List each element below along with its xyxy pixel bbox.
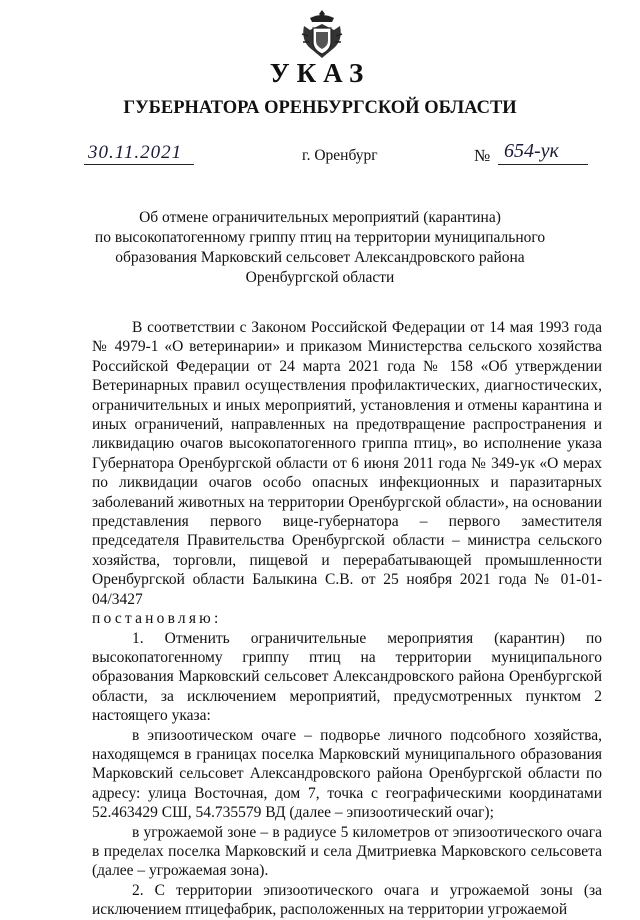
heading-line: Оренбургской области	[245, 269, 395, 286]
item-1-focus-paragraph: в эпизоотическом очаге – подворье личного подсобного хозяйства, находящемся в границах поселка Марковский муниципального образования Марковский сельсовет Александровского района Оренбургской области по адресу: улица Восточная, дом 7, точка с географическими координатами 52.463429 СШ, 54.735579 ВД (далее – эпизоотический очаг);	[92, 726, 602, 822]
document-heading	[80, 208, 560, 288]
document-number: 654-ук	[504, 140, 559, 162]
heading-line: Об отмене ограничительных мероприятий (карантина)	[139, 209, 501, 226]
item-2-paragraph: 2. С территории эпизоотического очага и угрожаемой зоны (за исключением птицефабрик, расположенных на территории угрожаемой	[92, 881, 602, 919]
document-city: г. Оренбург	[302, 147, 378, 164]
document-subtitle: ГУБЕРНАТОРА ОРЕНБУРГСКОЙ ОБЛАСТИ	[123, 98, 517, 118]
decree-word: постановляю:	[92, 610, 222, 628]
date-underline	[84, 164, 194, 165]
preamble-paragraph: В соответствии с Законом Российской Федерации от 14 мая 1993 года № 4979-1 «О ветеринарии» и приказом Министерства сельского хозяйства Российской Федерации от 24 марта 2021 года № 158 «Об утверждении Ветеринарных правил осуществления профилактических, диагностических, ограничительных и иных мероприятий, установления и отмены карантина и иных ограничений, направленных на предотвращение распространения и ликвидацию очагов высокопатогенного гриппа птиц», во исполнение указа Губернатора Оренбургской области от 6 июня 2011 года № 349-ук «О мерах по ликвидации очагов особо опасных инфекционных и паразитарных заболеваний животных на территории Оренбургской области», на основании представления первого вице-губернатора – первого заместителя председателя Правительства Оренбургской области – министра сельского хозяйства, торговли, пищевой и перерабатывающей промышленности Оренбургской области Балыкина С.В. от 25 ноября 2021 года № 01-01-04/3427	[92, 319, 602, 608]
document-number-label: №	[474, 146, 491, 165]
document-title: УКАЗ	[269, 58, 371, 88]
heading-line: образования Марковский сельсовет Александровского района	[115, 249, 525, 266]
heading-line: по высокопатогенному гриппу птиц на территории муниципального	[94, 229, 546, 246]
number-underline	[498, 164, 588, 165]
document-body	[92, 318, 602, 920]
item-1-zone-paragraph: в угрожаемой зоне – в радиусе 5 километров от эпизоотического очага в пределах поселка Марковский и села Дмитриевка Марковского сельсовета (далее – угрожаемая зона).	[92, 823, 602, 880]
item-1-paragraph: 1. Отменить ограничительные мероприятия (карантин) по высокопатогенному гриппу птиц на территории муниципального образования Марковский сельсовет Александровского района Оренбургской области, за исключением мероприятий, предусмотренных пунктом 2 настоящего указа:	[92, 629, 602, 725]
coat-of-arms-emblem	[300, 8, 344, 64]
document-date: 30.11.2021	[88, 142, 183, 163]
